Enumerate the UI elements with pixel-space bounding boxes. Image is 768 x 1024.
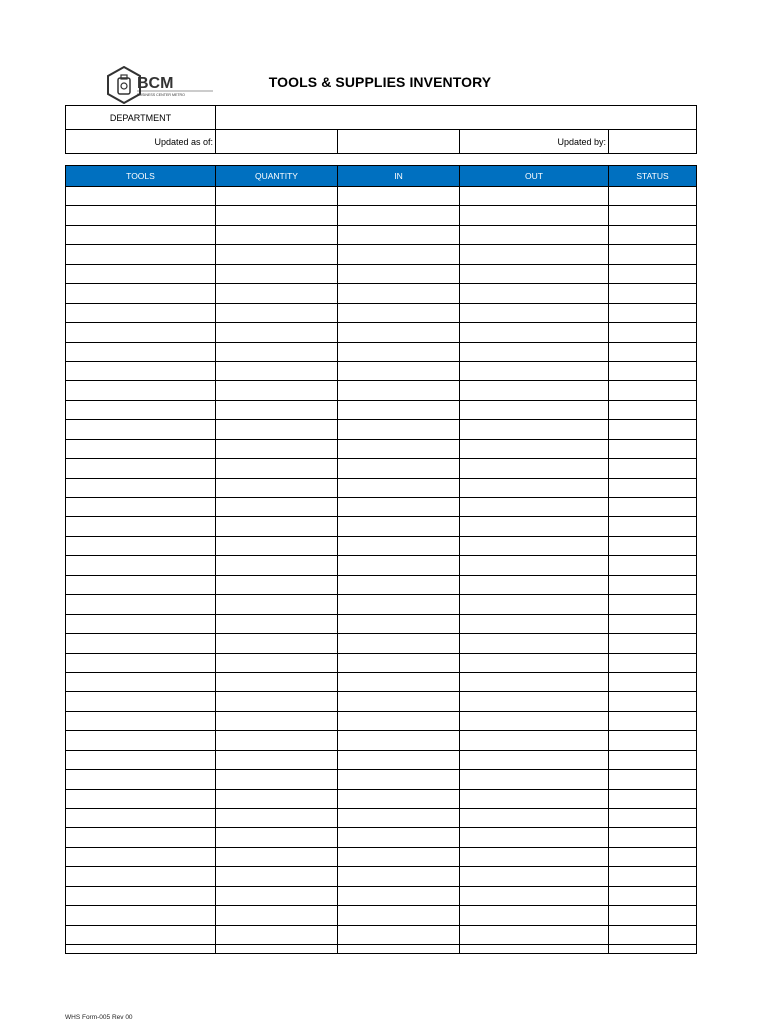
tools-cell[interactable]	[66, 653, 216, 672]
status-cell[interactable]	[609, 867, 697, 886]
in-cell[interactable]	[338, 634, 460, 653]
table-row	[66, 595, 697, 614]
table-row	[66, 517, 697, 536]
out-cell[interactable]	[460, 323, 609, 342]
in-cell[interactable]	[338, 906, 460, 925]
inventory-body	[66, 187, 697, 954]
tools-cell[interactable]	[66, 672, 216, 691]
table-row	[66, 770, 697, 789]
tools-cell[interactable]	[66, 478, 216, 497]
status-cell[interactable]	[609, 828, 697, 847]
tools-cell[interactable]	[66, 634, 216, 653]
out-cell[interactable]	[460, 536, 609, 555]
status-cell[interactable]	[609, 206, 697, 225]
table-row	[66, 498, 697, 517]
tools-cell[interactable]	[66, 595, 216, 614]
tools-cell[interactable]	[66, 575, 216, 594]
in-cell[interactable]	[338, 284, 460, 303]
quantity-cell[interactable]	[216, 536, 338, 555]
tools-cell[interactable]	[66, 303, 216, 322]
tools-cell[interactable]	[66, 361, 216, 380]
status-cell[interactable]	[609, 420, 697, 439]
in-cell[interactable]	[338, 828, 460, 847]
status-cell[interactable]	[609, 770, 697, 789]
status-cell[interactable]	[609, 614, 697, 633]
quantity-cell[interactable]	[216, 906, 338, 925]
tools-cell[interactable]	[66, 906, 216, 925]
quantity-cell[interactable]	[216, 303, 338, 322]
in-cell[interactable]	[338, 595, 460, 614]
tools-cell[interactable]	[66, 439, 216, 458]
tools-cell[interactable]	[66, 284, 216, 303]
quantity-cell[interactable]	[216, 595, 338, 614]
out-cell[interactable]	[460, 381, 609, 400]
tools-cell[interactable]	[66, 323, 216, 342]
status-cell[interactable]	[609, 245, 697, 264]
status-cell[interactable]	[609, 381, 697, 400]
table-row	[66, 809, 697, 828]
table-row	[66, 342, 697, 361]
out-cell[interactable]	[460, 556, 609, 575]
quantity-cell[interactable]	[216, 517, 338, 536]
status-cell[interactable]	[609, 945, 697, 954]
in-cell[interactable]	[338, 381, 460, 400]
status-cell[interactable]	[609, 653, 697, 672]
status-cell[interactable]	[609, 187, 697, 206]
out-cell[interactable]	[460, 653, 609, 672]
quantity-cell[interactable]	[216, 459, 338, 478]
in-cell[interactable]	[338, 498, 460, 517]
tools-cell[interactable]	[66, 789, 216, 808]
status-cell[interactable]	[609, 925, 697, 944]
tools-cell[interactable]	[66, 925, 216, 944]
out-cell[interactable]	[460, 731, 609, 750]
tools-cell[interactable]	[66, 517, 216, 536]
in-cell[interactable]	[338, 867, 460, 886]
in-cell[interactable]	[338, 925, 460, 944]
quantity-cell[interactable]	[216, 381, 338, 400]
status-cell[interactable]	[609, 575, 697, 594]
table-row	[66, 439, 697, 458]
quantity-cell[interactable]	[216, 925, 338, 944]
tools-cell[interactable]	[66, 886, 216, 905]
page-title: TOOLS & SUPPLIES INVENTORY	[268, 74, 492, 90]
in-cell[interactable]	[338, 323, 460, 342]
tools-cell[interactable]	[66, 731, 216, 750]
tools-cell[interactable]	[66, 770, 216, 789]
out-cell[interactable]	[460, 925, 609, 944]
out-cell[interactable]	[460, 847, 609, 866]
column-header-in: IN	[338, 166, 460, 187]
column-header-status: STATUS	[609, 166, 697, 187]
out-cell[interactable]	[460, 225, 609, 244]
status-cell[interactable]	[609, 809, 697, 828]
in-cell[interactable]	[338, 400, 460, 419]
status-cell[interactable]	[609, 847, 697, 866]
quantity-cell[interactable]	[216, 323, 338, 342]
in-cell[interactable]	[338, 692, 460, 711]
tools-cell[interactable]	[66, 556, 216, 575]
quantity-cell[interactable]	[216, 672, 338, 691]
in-cell[interactable]	[338, 225, 460, 244]
tools-cell[interactable]	[66, 867, 216, 886]
table-row	[66, 828, 697, 847]
tools-cell[interactable]	[66, 400, 216, 419]
out-cell[interactable]	[460, 245, 609, 264]
tools-cell[interactable]	[66, 420, 216, 439]
tools-cell[interactable]	[66, 711, 216, 730]
out-cell[interactable]	[460, 595, 609, 614]
table-row	[66, 478, 697, 497]
quantity-cell[interactable]	[216, 439, 338, 458]
tools-cell[interactable]	[66, 809, 216, 828]
quantity-cell[interactable]	[216, 187, 338, 206]
tools-cell[interactable]	[66, 614, 216, 633]
status-cell[interactable]	[609, 284, 697, 303]
quantity-cell[interactable]	[216, 692, 338, 711]
in-cell[interactable]	[338, 789, 460, 808]
quantity-cell[interactable]	[216, 206, 338, 225]
status-cell[interactable]	[609, 225, 697, 244]
out-cell[interactable]	[460, 400, 609, 419]
out-cell[interactable]	[460, 478, 609, 497]
tools-cell[interactable]	[66, 459, 216, 478]
updated-as-of-extra-field[interactable]	[338, 130, 460, 154]
out-cell[interactable]	[460, 809, 609, 828]
table-row	[66, 303, 697, 322]
quantity-cell[interactable]	[216, 498, 338, 517]
inventory-header-row	[66, 166, 697, 187]
table-row	[66, 906, 697, 925]
status-cell[interactable]	[609, 361, 697, 380]
quantity-cell[interactable]	[216, 770, 338, 789]
tools-cell[interactable]	[66, 536, 216, 555]
table-row	[66, 750, 697, 769]
status-cell[interactable]	[609, 536, 697, 555]
table-row	[66, 614, 697, 633]
quantity-cell[interactable]	[216, 847, 338, 866]
in-cell[interactable]	[338, 420, 460, 439]
quantity-cell[interactable]	[216, 614, 338, 633]
tools-cell[interactable]	[66, 206, 216, 225]
status-cell[interactable]	[609, 672, 697, 691]
in-cell[interactable]	[338, 478, 460, 497]
updated-as-of-label: Updated as of:	[66, 130, 216, 154]
quantity-cell[interactable]	[216, 789, 338, 808]
quantity-cell[interactable]	[216, 225, 338, 244]
out-cell[interactable]	[460, 420, 609, 439]
quantity-cell[interactable]	[216, 245, 338, 264]
table-row	[66, 361, 697, 380]
table-row	[66, 225, 697, 244]
quantity-cell[interactable]	[216, 809, 338, 828]
inventory-table	[65, 165, 697, 954]
out-cell[interactable]	[460, 264, 609, 283]
quantity-cell[interactable]	[216, 886, 338, 905]
column-header-tools: TOOLS	[66, 166, 216, 187]
in-cell[interactable]	[338, 517, 460, 536]
table-row	[66, 264, 697, 283]
quantity-cell[interactable]	[216, 653, 338, 672]
out-cell[interactable]	[460, 634, 609, 653]
status-cell[interactable]	[609, 634, 697, 653]
in-cell[interactable]	[338, 731, 460, 750]
tools-cell[interactable]	[66, 187, 216, 206]
quantity-cell[interactable]	[216, 945, 338, 954]
status-cell[interactable]	[609, 498, 697, 517]
out-cell[interactable]	[460, 517, 609, 536]
table-row	[66, 245, 697, 264]
status-cell[interactable]	[609, 439, 697, 458]
in-cell[interactable]	[338, 459, 460, 478]
quantity-cell[interactable]	[216, 731, 338, 750]
table-row	[66, 886, 697, 905]
in-cell[interactable]	[338, 672, 460, 691]
table-row	[66, 206, 697, 225]
status-cell[interactable]	[609, 886, 697, 905]
table-row	[66, 653, 697, 672]
out-cell[interactable]	[460, 206, 609, 225]
status-cell[interactable]	[609, 789, 697, 808]
in-cell[interactable]	[338, 245, 460, 264]
table-row	[66, 945, 697, 954]
in-cell[interactable]	[338, 945, 460, 954]
in-cell[interactable]	[338, 187, 460, 206]
out-cell[interactable]	[460, 828, 609, 847]
table-row	[66, 867, 697, 886]
updated-as-of-field[interactable]	[216, 130, 338, 154]
tools-cell[interactable]	[66, 245, 216, 264]
out-cell[interactable]	[460, 945, 609, 954]
status-cell[interactable]	[609, 692, 697, 711]
updated-by-label: Updated by:	[460, 130, 609, 154]
table-row	[66, 400, 697, 419]
quantity-cell[interactable]	[216, 556, 338, 575]
out-cell[interactable]	[460, 439, 609, 458]
status-cell[interactable]	[609, 750, 697, 769]
in-cell[interactable]	[338, 439, 460, 458]
svg-text:BCM: BCM	[137, 75, 174, 92]
out-cell[interactable]	[460, 342, 609, 361]
table-row	[66, 789, 697, 808]
status-cell[interactable]	[609, 342, 697, 361]
updated-by-field[interactable]	[609, 130, 697, 154]
out-cell[interactable]	[460, 672, 609, 691]
status-cell[interactable]	[609, 478, 697, 497]
out-cell[interactable]	[460, 187, 609, 206]
in-cell[interactable]	[338, 536, 460, 555]
table-row	[66, 847, 697, 866]
table-row	[66, 556, 697, 575]
tools-cell[interactable]	[66, 381, 216, 400]
quantity-cell[interactable]	[216, 575, 338, 594]
out-cell[interactable]	[460, 867, 609, 886]
tools-cell[interactable]	[66, 692, 216, 711]
quantity-cell[interactable]	[216, 264, 338, 283]
table-row	[66, 692, 697, 711]
table-row	[66, 459, 697, 478]
quantity-cell[interactable]	[216, 342, 338, 361]
status-cell[interactable]	[609, 711, 697, 730]
out-cell[interactable]	[460, 711, 609, 730]
status-cell[interactable]	[609, 400, 697, 419]
table-row	[66, 575, 697, 594]
in-cell[interactable]	[338, 361, 460, 380]
out-cell[interactable]	[460, 614, 609, 633]
quantity-cell[interactable]	[216, 867, 338, 886]
in-cell[interactable]	[338, 303, 460, 322]
out-cell[interactable]	[460, 361, 609, 380]
tools-cell[interactable]	[66, 342, 216, 361]
out-cell[interactable]	[460, 906, 609, 925]
tools-cell[interactable]	[66, 264, 216, 283]
table-row	[66, 731, 697, 750]
company-logo	[105, 66, 217, 104]
in-cell[interactable]	[338, 342, 460, 361]
in-cell[interactable]	[338, 770, 460, 789]
quantity-cell[interactable]	[216, 420, 338, 439]
out-cell[interactable]	[460, 498, 609, 517]
in-cell[interactable]	[338, 264, 460, 283]
department-field[interactable]	[216, 106, 697, 130]
in-cell[interactable]	[338, 206, 460, 225]
out-cell[interactable]	[460, 750, 609, 769]
out-cell[interactable]	[460, 770, 609, 789]
out-cell[interactable]	[460, 692, 609, 711]
in-cell[interactable]	[338, 750, 460, 769]
table-row	[66, 672, 697, 691]
out-cell[interactable]	[460, 575, 609, 594]
table-row	[66, 634, 697, 653]
updated-row	[66, 130, 697, 154]
in-cell[interactable]	[338, 614, 460, 633]
out-cell[interactable]	[460, 789, 609, 808]
quantity-cell[interactable]	[216, 284, 338, 303]
status-cell[interactable]	[609, 556, 697, 575]
tools-cell[interactable]	[66, 945, 216, 954]
tools-cell[interactable]	[66, 225, 216, 244]
tools-cell[interactable]	[66, 750, 216, 769]
table-row	[66, 323, 697, 342]
quantity-cell[interactable]	[216, 750, 338, 769]
quantity-cell[interactable]	[216, 478, 338, 497]
table-row	[66, 925, 697, 944]
status-cell[interactable]	[609, 517, 697, 536]
in-cell[interactable]	[338, 711, 460, 730]
status-cell[interactable]	[609, 264, 697, 283]
in-cell[interactable]	[338, 809, 460, 828]
svg-text:BUSINESS CENTER METRO: BUSINESS CENTER METRO	[137, 93, 185, 97]
out-cell[interactable]	[460, 303, 609, 322]
department-label: DEPARTMENT	[66, 106, 216, 130]
status-cell[interactable]	[609, 459, 697, 478]
in-cell[interactable]	[338, 556, 460, 575]
column-header-out: OUT	[460, 166, 609, 187]
in-cell[interactable]	[338, 575, 460, 594]
in-cell[interactable]	[338, 847, 460, 866]
column-header-quantity: QUANTITY	[216, 166, 338, 187]
table-row	[66, 284, 697, 303]
out-cell[interactable]	[460, 284, 609, 303]
table-row	[66, 187, 697, 206]
quantity-cell[interactable]	[216, 400, 338, 419]
quantity-cell[interactable]	[216, 828, 338, 847]
out-cell[interactable]	[460, 886, 609, 905]
tools-cell[interactable]	[66, 828, 216, 847]
tools-cell[interactable]	[66, 847, 216, 866]
table-row	[66, 536, 697, 555]
out-cell[interactable]	[460, 459, 609, 478]
table-row	[66, 711, 697, 730]
department-row	[66, 106, 697, 130]
table-row	[66, 420, 697, 439]
in-cell[interactable]	[338, 886, 460, 905]
info-table	[65, 105, 697, 154]
quantity-cell[interactable]	[216, 634, 338, 653]
status-cell[interactable]	[609, 595, 697, 614]
table-row	[66, 381, 697, 400]
status-cell[interactable]	[609, 731, 697, 750]
status-cell[interactable]	[609, 906, 697, 925]
tools-cell[interactable]	[66, 498, 216, 517]
status-cell[interactable]	[609, 323, 697, 342]
form-code: WHS Form-005 Rev 00	[65, 1014, 133, 1021]
in-cell[interactable]	[338, 653, 460, 672]
quantity-cell[interactable]	[216, 711, 338, 730]
status-cell[interactable]	[609, 303, 697, 322]
quantity-cell[interactable]	[216, 361, 338, 380]
